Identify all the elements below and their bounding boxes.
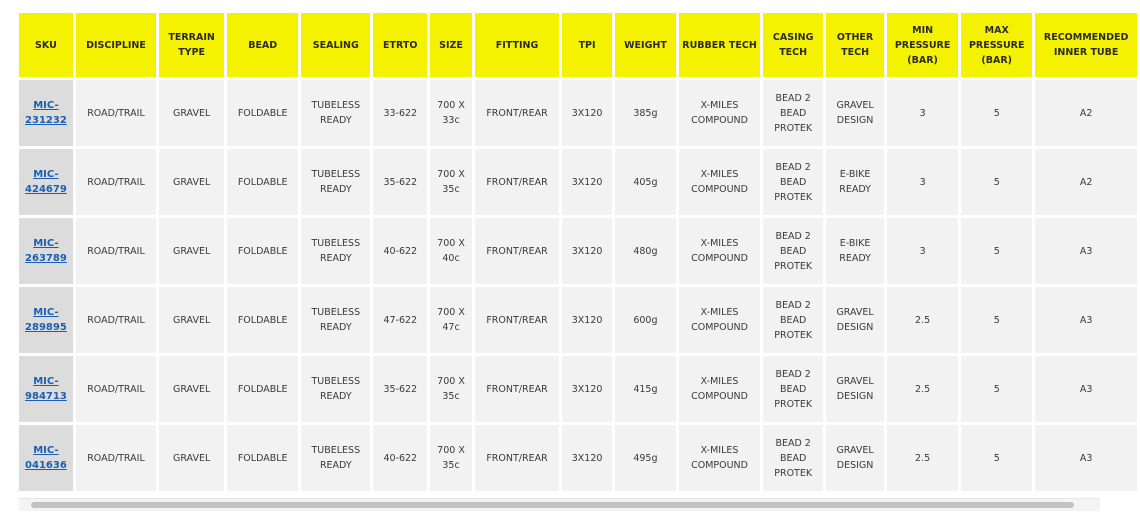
- table-cell: X-MILES COMPOUND: [679, 80, 760, 146]
- table-cell: 2.5: [887, 356, 958, 422]
- column-header: RUBBER TECH: [679, 13, 760, 77]
- table-cell: FRONT/REAR: [475, 287, 559, 353]
- column-header: SIZE: [430, 13, 472, 77]
- table-cell: GRAVEL: [159, 80, 224, 146]
- table-cell: FOLDABLE: [227, 149, 298, 215]
- column-header: TPI: [562, 13, 612, 77]
- table-cell: 405g: [615, 149, 676, 215]
- column-header: BEAD: [227, 13, 298, 77]
- column-header: OTHER TECH: [826, 13, 884, 77]
- table-cell: 3: [887, 149, 958, 215]
- sku-cell: [19, 425, 73, 491]
- table-cell: BEAD 2 BEAD PROTEK: [763, 356, 823, 422]
- table-cell: 3X120: [562, 80, 612, 146]
- table-cell: FOLDABLE: [227, 287, 298, 353]
- table-cell: TUBELESS READY: [301, 356, 370, 422]
- table-cell: 700 X 35c: [430, 149, 472, 215]
- table-cell: FOLDABLE: [227, 80, 298, 146]
- sku-cell: [19, 218, 73, 284]
- table-row: [19, 287, 1137, 353]
- table-cell: GRAVEL: [159, 149, 224, 215]
- table-cell: 700 X 35c: [430, 425, 472, 491]
- table-body: [19, 80, 1137, 491]
- sku-cell: [19, 149, 73, 215]
- table-cell: BEAD 2 BEAD PROTEK: [763, 425, 823, 491]
- table-cell: BEAD 2 BEAD PROTEK: [763, 218, 823, 284]
- sku-cell: [19, 80, 73, 146]
- table-cell: 700 X 35c: [430, 356, 472, 422]
- table-cell: TUBELESS READY: [301, 149, 370, 215]
- table-cell: 5: [961, 287, 1032, 353]
- table-header-row: [19, 13, 1137, 77]
- table-cell: TUBELESS READY: [301, 425, 370, 491]
- table-cell: TUBELESS READY: [301, 218, 370, 284]
- table-cell: A3: [1035, 287, 1137, 353]
- table-cell: 385g: [615, 80, 676, 146]
- table-cell: X-MILES COMPOUND: [679, 218, 760, 284]
- table-cell: FRONT/REAR: [475, 356, 559, 422]
- table-row: [19, 218, 1137, 284]
- table-cell: BEAD 2 BEAD PROTEK: [763, 149, 823, 215]
- table-cell: 2.5: [887, 425, 958, 491]
- table-cell: E-BIKE READY: [826, 218, 884, 284]
- table-cell: ROAD/TRAIL: [76, 218, 156, 284]
- column-header: WEIGHT: [615, 13, 676, 77]
- table-cell: 495g: [615, 425, 676, 491]
- table-cell: ROAD/TRAIL: [76, 356, 156, 422]
- table-cell: GRAVEL DESIGN: [826, 287, 884, 353]
- table-row: [19, 356, 1137, 422]
- table-cell: X-MILES COMPOUND: [679, 149, 760, 215]
- table-cell: ROAD/TRAIL: [76, 287, 156, 353]
- column-header: CASING TECH: [763, 13, 823, 77]
- spec-table: [16, 10, 1140, 494]
- sku-cell: [19, 356, 73, 422]
- table-cell: A2: [1035, 149, 1137, 215]
- table-cell: 5: [961, 356, 1032, 422]
- horizontal-scrollbar[interactable]: [19, 498, 1100, 511]
- column-header: MIN PRESSURE (BAR): [887, 13, 958, 77]
- table-cell: 47-622: [373, 287, 427, 353]
- table-row: [19, 149, 1137, 215]
- table-cell: X-MILES COMPOUND: [679, 356, 760, 422]
- column-header: TERRAIN TYPE: [159, 13, 224, 77]
- table-cell: FOLDABLE: [227, 218, 298, 284]
- table-cell: 5: [961, 80, 1032, 146]
- table-cell: 600g: [615, 287, 676, 353]
- column-header: SKU: [19, 13, 73, 77]
- column-header: FITTING: [475, 13, 559, 77]
- table-cell: ROAD/TRAIL: [76, 149, 156, 215]
- table-cell: 33-622: [373, 80, 427, 146]
- table-cell: 3X120: [562, 425, 612, 491]
- table-cell: A2: [1035, 80, 1137, 146]
- table-cell: 700 X 47c: [430, 287, 472, 353]
- table-cell: 480g: [615, 218, 676, 284]
- table-cell: GRAVEL DESIGN: [826, 80, 884, 146]
- table-cell: E-BIKE READY: [826, 149, 884, 215]
- table-cell: FRONT/REAR: [475, 80, 559, 146]
- table-cell: GRAVEL DESIGN: [826, 425, 884, 491]
- table-cell: GRAVEL DESIGN: [826, 356, 884, 422]
- table-cell: FOLDABLE: [227, 356, 298, 422]
- column-header: DISCIPLINE: [76, 13, 156, 77]
- table-row: [19, 80, 1137, 146]
- sku-link[interactable]: MIC-424679: [25, 169, 67, 195]
- column-header: SEALING: [301, 13, 370, 77]
- table-cell: 5: [961, 425, 1032, 491]
- table-cell: 5: [961, 149, 1032, 215]
- table-cell: GRAVEL: [159, 218, 224, 284]
- table-cell: 2.5: [887, 287, 958, 353]
- table-cell: FRONT/REAR: [475, 218, 559, 284]
- table-cell: FRONT/REAR: [475, 149, 559, 215]
- column-header: ETRTO: [373, 13, 427, 77]
- scrollbar-thumb[interactable]: [31, 502, 1074, 508]
- table-cell: GRAVEL: [159, 356, 224, 422]
- table-cell: 3X120: [562, 356, 612, 422]
- spec-table-container: [16, 10, 1129, 510]
- table-cell: 3: [887, 218, 958, 284]
- table-cell: FRONT/REAR: [475, 425, 559, 491]
- table-cell: 3X120: [562, 149, 612, 215]
- table-cell: 35-622: [373, 149, 427, 215]
- table-cell: TUBELESS READY: [301, 287, 370, 353]
- table-row: [19, 425, 1137, 491]
- table-cell: 35-622: [373, 356, 427, 422]
- table-cell: GRAVEL: [159, 425, 224, 491]
- table-cell: 40-622: [373, 218, 427, 284]
- sku-link[interactable]: MIC-984713: [25, 376, 67, 402]
- table-cell: 3X120: [562, 218, 612, 284]
- table-cell: BEAD 2 BEAD PROTEK: [763, 80, 823, 146]
- sku-link[interactable]: MIC-263789: [25, 238, 67, 264]
- column-header: RECOMMENDED INNER TUBE: [1035, 13, 1137, 77]
- table-cell: 5: [961, 218, 1032, 284]
- table-cell: GRAVEL: [159, 287, 224, 353]
- sku-link[interactable]: MIC-041636: [25, 445, 67, 471]
- sku-link[interactable]: MIC-231232: [25, 100, 67, 126]
- table-cell: A3: [1035, 425, 1137, 491]
- table-cell: TUBELESS READY: [301, 80, 370, 146]
- table-cell: A3: [1035, 356, 1137, 422]
- sku-link[interactable]: MIC-289895: [25, 307, 67, 333]
- table-cell: 3X120: [562, 287, 612, 353]
- column-header: MAX PRESSURE (BAR): [961, 13, 1032, 77]
- table-cell: BEAD 2 BEAD PROTEK: [763, 287, 823, 353]
- table-cell: 3: [887, 80, 958, 146]
- table-cell: ROAD/TRAIL: [76, 425, 156, 491]
- table-cell: 40-622: [373, 425, 427, 491]
- table-cell: FOLDABLE: [227, 425, 298, 491]
- table-cell: X-MILES COMPOUND: [679, 287, 760, 353]
- table-cell: 700 X 33c: [430, 80, 472, 146]
- table-cell: ROAD/TRAIL: [76, 80, 156, 146]
- sku-cell: [19, 287, 73, 353]
- table-cell: 415g: [615, 356, 676, 422]
- table-cell: A3: [1035, 218, 1137, 284]
- table-cell: 700 X 40c: [430, 218, 472, 284]
- table-cell: X-MILES COMPOUND: [679, 425, 760, 491]
